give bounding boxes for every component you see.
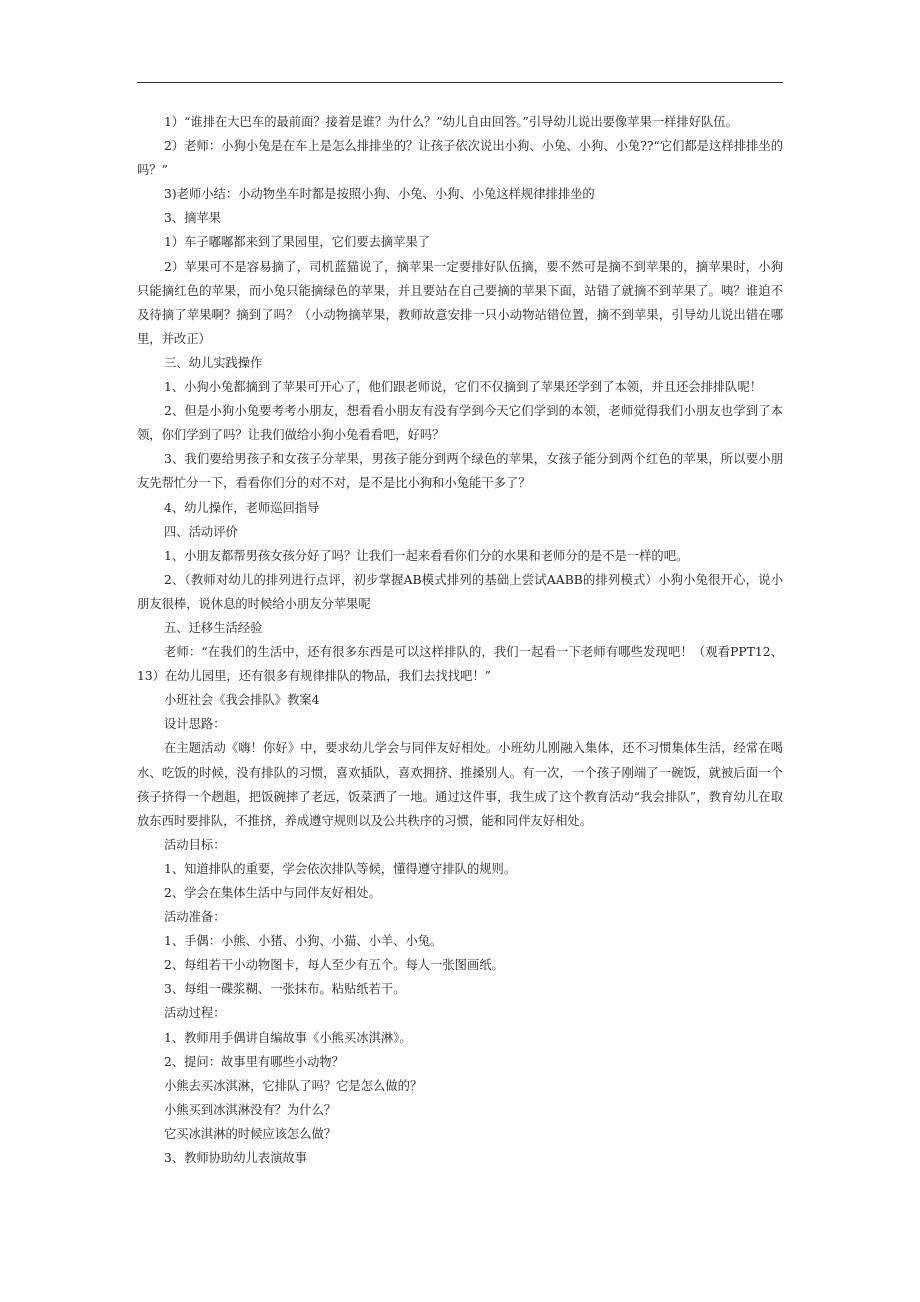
paragraph: 3)老师小结：小动物坐车时都是按照小狗、小兔、小狗、小兔这样规律排排坐的 bbox=[164, 187, 595, 202]
paragraph: 小熊买到冰淇淋没有？为什么？ bbox=[164, 1102, 337, 1117]
paragraph: 活动过程： bbox=[164, 1006, 226, 1021]
paragraph: 小班社会《我会排队》教案4 bbox=[164, 693, 320, 708]
paragraph: 设计思路： bbox=[164, 717, 226, 732]
paragraph: 五、迁移生活经验 bbox=[164, 620, 263, 635]
paragraph: 1、小朋友都帮男孩女孩分好了吗？让我们一起来看看你们分的水果和老师分的是不是一样的吧。 bbox=[164, 548, 689, 563]
paragraph: 2、（教师对幼儿的排列进行点评，初步掌握AB模式排列的基础上尝试AABB的排列模式）小狗小兔很开心，说小朋友很棒，说休息的时候给小朋友分苹果呢 bbox=[137, 572, 783, 611]
paragraph: 1、小狗小兔都摘到了苹果可开心了，他们跟老师说，它们不仅摘到了苹果还学到了本领，并且还会排排队呢！ bbox=[164, 380, 763, 395]
paragraph: 1、教师用手偶讲自编故事《小熊买冰淇淋》。 bbox=[164, 1030, 412, 1045]
paragraph: 3、教师协助幼儿表演故事 bbox=[164, 1151, 308, 1166]
paragraph: 老师：“在我们的生活中，还有很多东西是可以这样排队的，我们一起看一下老师有哪些发现吧！（观看PPT12、13）在幼儿园里，还有很多有规律排队的物品，我们去找找吧！” bbox=[137, 645, 783, 684]
paragraph: 2、提问：故事里有哪些小动物？ bbox=[164, 1054, 344, 1069]
paragraph: 3、我们要给男孩子和女孩子分苹果，男孩子能分到两个绿色的苹果，女孩子能分到两个红色的苹果，所以要小朋友先帮忙分一下，看看你们分的对不对，是不是比小狗和小兔能干多了？ bbox=[137, 452, 783, 491]
paragraph: 1、知道排队的重要，学会依次排队等候，懂得遵守排队的规则。 bbox=[164, 861, 517, 876]
paragraph: 2）苹果可不是容易摘了，司机蓝猫说了，摘苹果一定要排好队伍摘，要不然可是摘不到苹果的，摘苹果时，小狗只能摘红色的苹果，而小兔只能摘绿色的苹果，并且要站在自己要摘的苹果下面，站错了就摘不到苹果了。咦？谁迫不及待摘了苹果啊？摘到了吗？（小动物摘苹果，教师故意安排一只小动物站错位置，摘不到苹果，引导幼儿说出错在哪里，并改正） bbox=[137, 259, 783, 346]
paragraph: 活动目标： bbox=[164, 837, 226, 852]
paragraph: 活动准备： bbox=[164, 910, 226, 925]
paragraph: 2、学会在集体生活中与同伴友好相处。 bbox=[164, 886, 381, 900]
paragraph: 四、活动评价 bbox=[164, 524, 238, 539]
document-body bbox=[137, 110, 783, 1170]
paragraph: 3、摘苹果 bbox=[164, 211, 222, 226]
paragraph: 2、但是小狗小兔要考考小朋友，想看看小朋友有没有学到今天它们学到的本领，老师觉得我们小朋友也学到了本领，你们学到了吗？让我们做给小狗小兔看看吧，好吗？ bbox=[137, 404, 783, 443]
paragraph: 1、手偶：小熊、小猪、小狗、小猫、小羊、小兔。 bbox=[164, 934, 443, 949]
paragraph: 1）车子嘟嘟都来到了果园里，它们要去摘苹果了 bbox=[164, 235, 431, 250]
paragraph: 3、每组一碟浆糊、一张抹布。粘贴纸若干。 bbox=[164, 982, 406, 997]
paragraph: 2）老师：小狗小兔是在车上是怎么排排坐的？让孩子依次说出小狗、小兔、小狗、小兔??“它们都是这样排排坐的吗？” bbox=[137, 139, 783, 178]
paragraph: 1）“谁排在大巴车的最前面？接着是谁？为什么？”幼儿自由回答。”引导幼儿说出要像苹果一样排好队伍。 bbox=[164, 115, 738, 129]
paragraph: 它买冰淇淋的时候应该怎么做？ bbox=[164, 1126, 337, 1141]
paragraph: 在主题活动《嗨！你好》中，要求幼儿学会与同伴友好相处。小班幼儿刚融入集体，还不习惯集体生活，经常在喝水、吃饭的时候，没有排队的习惯，喜欢插队，喜欢拥挤、推搡别人。有一次，一个孩子刚端了一碗饭，就被后面一个孩子挤得一个趔趄，把饭碗摔了老远，饭菜洒了一地。通过这件事，我生成了这个教育活动“我会排队”，教育幼儿在取放东西时要排队，不推挤，养成遵守规则以及公共秩序的习惯，能和同伴友好相处。 bbox=[137, 741, 783, 828]
paragraph: 小熊去买冰淇淋，它排队了吗？它是怎么做的？ bbox=[164, 1078, 423, 1093]
paragraph: 2、每组若干小动物图卡，每人至少有五个。每人一张图画纸。 bbox=[164, 958, 504, 973]
paragraph: 4、幼儿操作，老师巡回指导 bbox=[164, 500, 320, 515]
paragraph: 三、幼儿实践操作 bbox=[164, 355, 263, 370]
header-rule bbox=[137, 82, 783, 83]
